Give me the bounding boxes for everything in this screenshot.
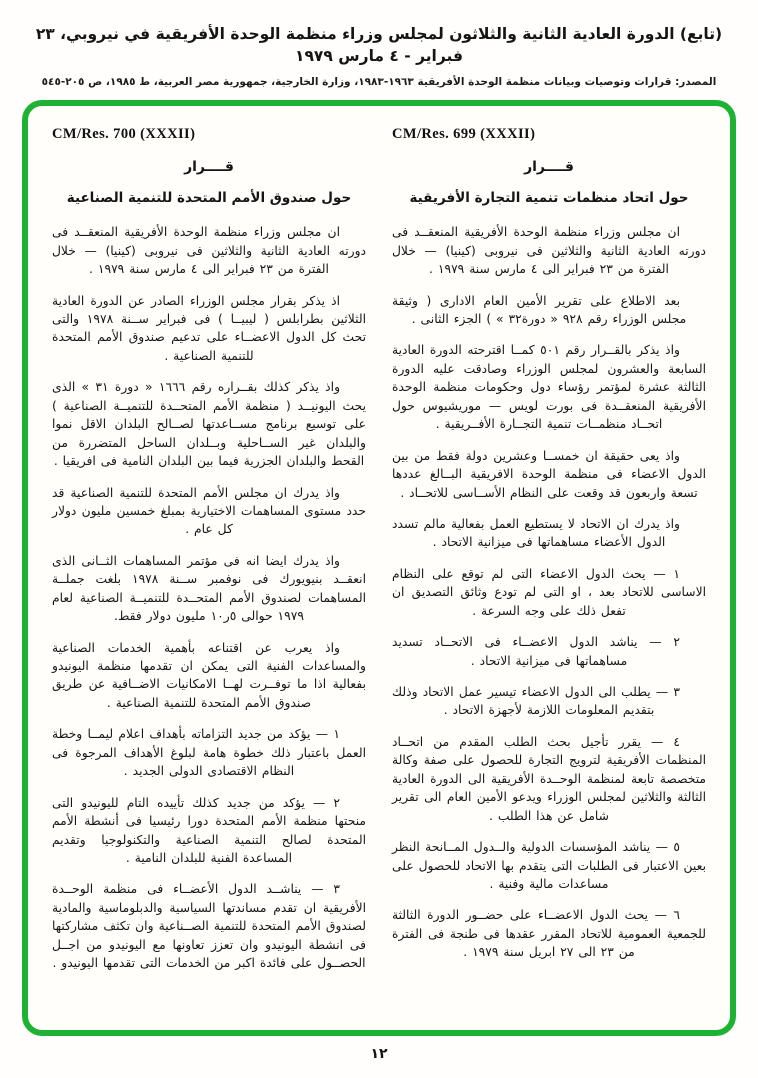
paragraph: ان مجلس وزراء منظمة الوحدة الأفريقية المنعقــد فى دورته العادية الثانية والثلاثين فى نيروبى (كينيا) — خلال الفترة من ٢٣ فبراير الى ٤ مارس سنة ١٩٧٩ . bbox=[392, 225, 706, 277]
session-title: (تابع) الدورة العادية الثانية والثلاثون لمجلس وزراء منظمة الوحدة الأفريقية في نيروبي، ٢٣ فبراير - ٤ مارس ١٩٧٩ bbox=[35, 25, 723, 65]
resolution-body bbox=[392, 223, 706, 961]
resolution-700-column bbox=[52, 120, 366, 1020]
paragraph: ٥ — يناشد المؤسسات الدولية والــدول المــانحة النظر بعين الاعتبار فى الطلبات التى يتقدم بها الاتحاد للحصول على مساعدات مالية وفنية . bbox=[392, 840, 706, 891]
paragraph: ٣ — يطلب الى الدول الاعضاء تيسير عمل الاتحاد وذلك بتقديم المعلومات اللازمة لأجهزة الاتحاد . bbox=[392, 685, 680, 718]
resolution-kind-heading: قــــرار bbox=[184, 159, 234, 175]
resolution-title: حول صندوق الأمم المتحدة للتنمية الصناعية bbox=[66, 190, 352, 206]
paragraph: ٤ — يقرر تأجيل بحث الطلب المقدم من اتحــاد المنظمات الأفريقية لترويج التجارة للحصول على صفة وكالة متخصصة تابعة لمنظمة الوحــدة الأفريقية الى الدورة العادية الثالثة والثلاثين لمجلس الوزراء ويدعو الأمين العام الى تقرير شامل عن هذا الطلب . bbox=[392, 734, 706, 823]
two-column-layout bbox=[52, 120, 706, 1020]
paragraph: اذ يذكر بقرار مجلس الوزراء الصادر عن الدورة العادية الثلاثين بطرابلس ( ليبيــا ) فى فبراير ســنة ١٩٧٨ والتى تحث كل الدول الاعضــاء على تدعيم صندوق الأمم المتحدة للتنمية الصناعية . bbox=[52, 293, 366, 363]
resolutions-frame bbox=[22, 100, 736, 1036]
paragraph: واذ يدرك ايضا انه فى مؤتمر المساهمات الثــانى الذى انعقــد بنيويورك فى نوفمبر ســنة ١٩٧٨ بلغت جملــة المساهمات لصندوق الأمم المتحــدة للتنميــة الصناعية لعام ١٩٧٩ حوالى ٥ر١٠ مليون دولار فقط. bbox=[52, 553, 366, 624]
source-citation: المصدر: قرارات وتوصيات وبيانات منظمة الوحدة الأفريقية ١٩٦٣-١٩٨٣، وزارة الخارجية، جمهورية مصر العربية، ط ١٩٨٥، ص ٢٠٥-٥٤٥ bbox=[41, 76, 717, 89]
resolution-title: حول اتحاد منظمات تنمية التجارة الأفريقية bbox=[409, 190, 689, 206]
resolution-kind-heading: قــــرار bbox=[524, 159, 574, 175]
paragraph: ٦ — يحث الدول الاعضــاء على حضــور الدورة الثالثة للجمعية العمومية للاتحاد المقرر عقدها فى طنجة فى الفترة من ٢٣ الى ٢٧ ابريل سنة ١٩٧٩ . bbox=[392, 908, 706, 960]
paragraph: واذ يدرك ان الاتحاد لا يستطيع العمل بفعالية مالم تسدد الدول الأعضاء مساهماتها فى ميزانية الاتحاد . bbox=[392, 516, 680, 550]
resolution-ref: CM/Res. 699 (XXXII) bbox=[392, 126, 536, 142]
paragraph: بعد الاطلاع على تقرير الأمين العام الادارى ( وثيقة مجلس الوزراء رقم ٩٢٨ « دورة٣٢ » ) الجزء الثانى . bbox=[392, 293, 687, 326]
paragraph: ١ — يؤكد من جديد التزاماته بأهداف اعلام ليمــا وخطة العمل باعتبار ذلك خطوة هامة لبلوغ الأهداف المرجوة فى النظام الاقتصادى الدولى الجديد . bbox=[52, 727, 366, 779]
paragraph: واذ يعرب عن اقتناعه بأهمية الخدمات الصناعية والمساعدات الفنية التى يمكن ان تقدمها منظمة اليونيدو بفعالية اذا ما توفــرت لهــا الامكانيات الاضــافية عن طريق صندوق الأمم المتحدة للتنمية الصناعية . bbox=[52, 640, 366, 710]
resolution-699-column bbox=[392, 120, 706, 1020]
paragraph: واذ يعى حقيقة ان خمســا وعشرين دولة فقط من بين الدول الاعضاء فى منظمة الوحدة الافريقية البــالغ عددها تسعة واربعون قد وقعت على النظام الأســاسى للاتحــاد . bbox=[392, 448, 706, 500]
page-number: ١٢ bbox=[370, 1046, 388, 1062]
paragraph: ١ — يحث الدول الاعضاء التى لم توقع على النظام الاساسى للاتحاد بعد ، او التى لم تودع وثائق التصديق ان تفعل ذلك على وجه السرعة . bbox=[392, 566, 706, 618]
document-header bbox=[0, 24, 758, 88]
paragraph: ان مجلس وزراء منظمة الوحدة الأفريقية المنعقــد فى دورته العادية الثانية والثلاثين فى نيروبى (كينيا) — خلال الفترة من ٢٣ فبراير الى ٤ مارس سنة ١٩٧٩ . bbox=[52, 225, 366, 277]
paragraph: ٢ — يناشد الدول الاعضــاء فى الاتحــاد تسديد مساهماتها فى ميزانية الاتحاد . bbox=[392, 635, 680, 668]
resolution-body bbox=[52, 223, 366, 972]
paragraph: واذ يذكر بالقــرار رقم ٥٠١ كمــا اقترحته الدورة العادية السابعة والعشرون لمجلس الوزراء وصادقت عليه الدورة الثالثة عشرة لمؤتمر رؤساء دول وحكومات منظمة الوحدة الأفريقية المنعقــدة فى بورت لويس — موريشيوس حول اتحــاد منظمــات تنمية التجــارة الأفــريقية . bbox=[392, 343, 706, 432]
paragraph: ٢ — يؤكد من جديد كذلك تأييده التام لليونيدو التى منحتها منظمة الأمم المتحدة دورا رئيسيا فى أنشطة الأمم المتحدة لصالح التنمية الصناعية والتكنولوجيا وتقديم المساعدة الفنية للبلدان النامية . bbox=[52, 795, 366, 865]
paragraph: ٣ — يناشــد الدول الأعضــاء فى منظمة الوحــدة الأفريقية ان تقدم مساندتها السياسية والدبلوماسية والمادية لصندوق الأمم المتحدة للتنمية الصــناعية وان تكثف مشاركتها فى انشطة اليونيدو وان تعزز تعاونها مع اليونيدو من اجــل الحصــول على فائدة اكبر من الخدمات التى تقدمها اليونيدو . bbox=[52, 882, 366, 971]
resolution-ref: CM/Res. 700 (XXXII) bbox=[52, 126, 196, 142]
paragraph: واذ يذكر كذلك بقــراره رقم ١٦٦٦ « دورة ٣١ » الذى يحث اليونيــد ( منظمة الأمم المتحــدة للتنميــة الصناعية ) على توسيع برنامج مســاعدتها لصــالح البلدان الاقل نموا والبلدان غير الســاحلية وبــلدان الساحل المتضررة من القحط والبلدان الجزرية فيما بين البلدان النامية فى افريقيا . bbox=[52, 380, 366, 469]
paragraph: واذ يدرك ان مجلس الأمم المتحدة للتنمية الصناعية قد حدد مستوى المساهمات الاختيارية بمبلغ خمسين مليون دولار كل عام . bbox=[52, 485, 366, 537]
